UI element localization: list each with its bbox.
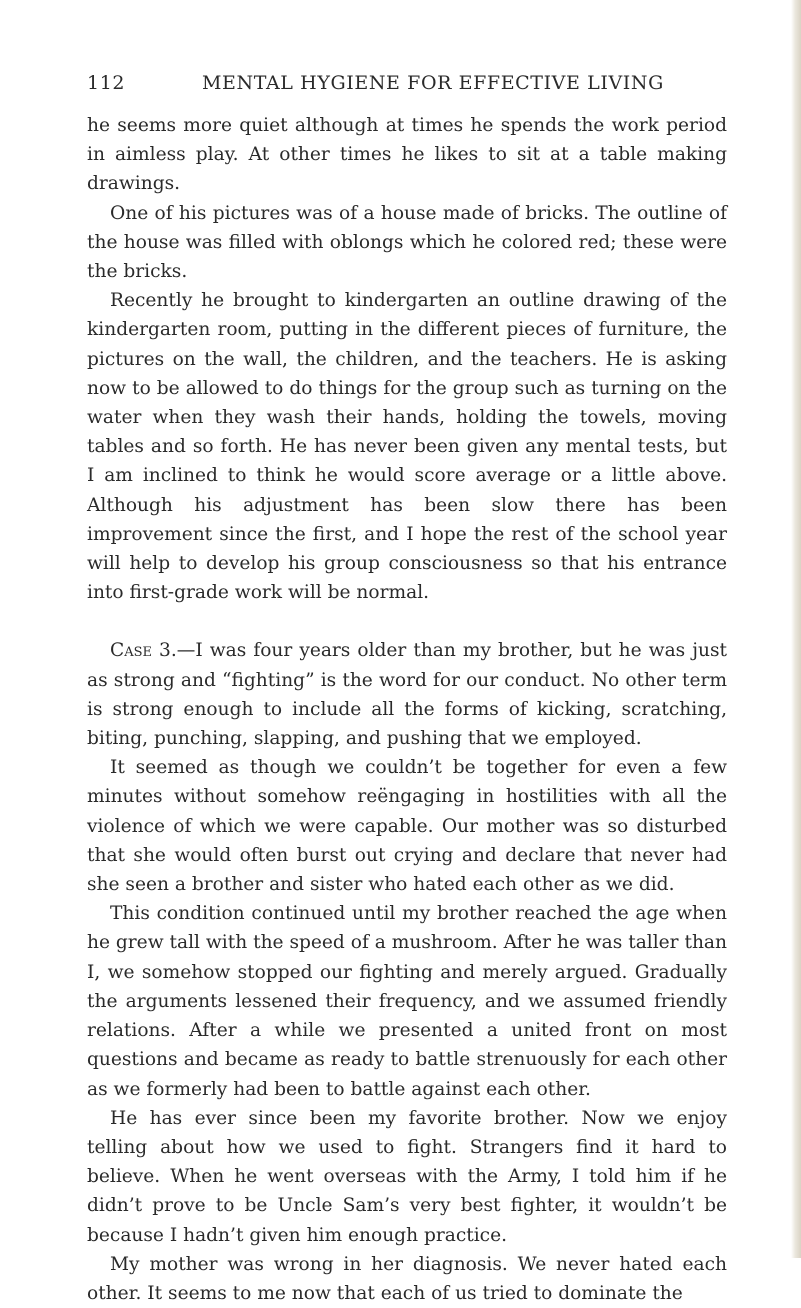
case-3-text: —I was four years older than my brother, but he was just as strong and “fighting” is the word for our conduct. No other term is strong enough to include all the forms of kicking, scratching, biting, punching, slapping, and pushing that we employed. bbox=[87, 640, 727, 750]
page-number: 112 bbox=[87, 72, 126, 94]
paragraph-6: This condition continued until my brother reached the age when he grew tall with the speed of a mushroom. After he was taller than I, we somehow stopped our fighting and merely argued. Gradually the arguments lessened their frequency, and we assumed friendly relations. After a while we presented a united front on most questions and became as ready to battle strenuously for each other as we formerly had been to battle against each other. bbox=[87, 903, 727, 1100]
paragraph-7: He has ever since been my favorite brother. Now we enjoy telling about how we used to fight. Strangers find it hard to believe. When he went overseas with the Army, I told him if he didn’t prove to be Uncle Sam’s very best fighter, it wouldn’t be because I hadn’t given him enough practice. bbox=[87, 1107, 727, 1246]
paragraph-3: Recently he brought to kindergarten an outline drawing of the kindergarten room, putting in the different pieces of furniture, the pictures on the wall, the children, and the teachers. He is asking now to be allowed to do things for the group such as turning on the water when they wash their hands, holding the towels, moving tables and so forth. He has never been given any mental tests, but I am inclined to think he would score average or a little above. Although his adjustment has been slow there has been improvement since the first, and I hope the rest of the school year will help to develop his group consciousness so that his entrance into first-grade work will be normal. bbox=[87, 290, 727, 604]
page-edge bbox=[791, 0, 801, 1258]
paragraph-1: he seems more quiet although at times he spends the work period in aimless play. At other times he likes to sit at a table making drawings. bbox=[87, 115, 727, 195]
running-header bbox=[87, 72, 727, 94]
case-3-paragraph bbox=[87, 636, 727, 753]
paragraph-2: One of his pictures was of a house made of bricks. The outline of the house was filled with oblongs which he colored red; these were the bricks. bbox=[87, 202, 727, 283]
paragraph-8: My mother was wrong in her diagnosis. We never hated each other. It seems to me now that each of us tried to dominate the bbox=[87, 1253, 727, 1304]
body-text bbox=[87, 111, 727, 1308]
running-title: MENTAL HYGIENE FOR EFFECTIVE LIVING bbox=[202, 72, 664, 94]
paragraph-5: It seemed as though we couldn’t be together for even a few minutes without somehow reëngaging in hostilities with all the violence of which we were capable. Our mother was so disturbed that she would often burst out crying and declare that never had she seen a brother and sister who hated each other as we did. bbox=[87, 757, 727, 896]
case-3-label: Case 3. bbox=[110, 640, 177, 662]
